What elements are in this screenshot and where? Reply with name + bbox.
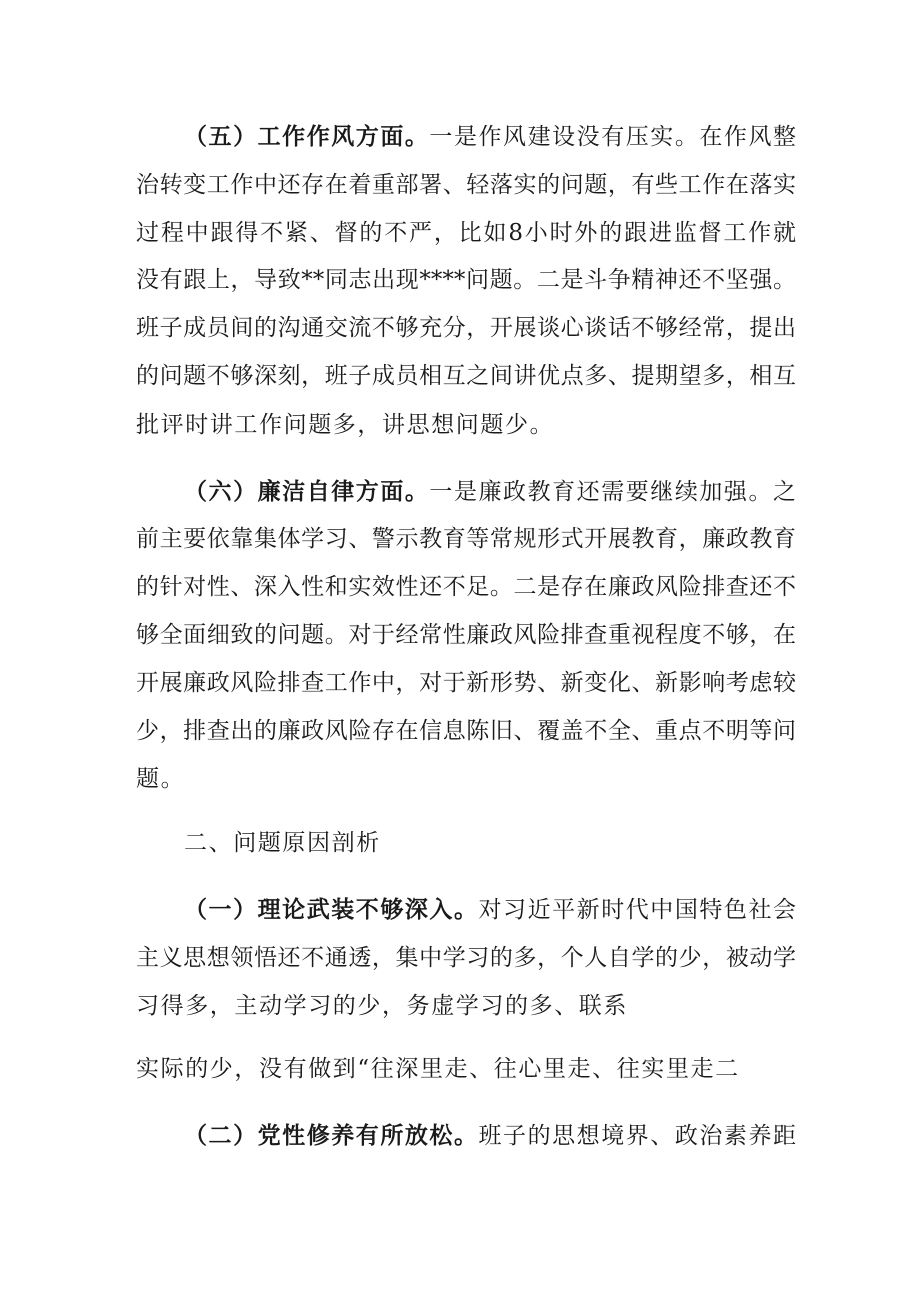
sub1-line-4: 实际的少，没有做到“往深里走、往心里走、往实里走二	[136, 1056, 740, 1082]
sub1-line-1: （一）理论武装不够深入。对习近平新时代中国特色社会	[184, 896, 797, 923]
sec5-line-7: 批评时讲工作问题多，讲思想问题少。	[136, 412, 555, 438]
sec6-line-5: 开展廉政风险排查工作中，对于新形势、新变化、新影响考虑较	[136, 670, 796, 696]
sec6-line-6: 少，排查出的廉政风险存在信息陈旧、覆盖不全、重点不明等问	[136, 718, 796, 744]
sec6-line-3: 的针对性、深入性和实效性还不足。二是存在廉政风险排查还不	[136, 574, 796, 600]
sub2-line-1: （二）党性修养有所放松。班子的思想境界、政治素养距	[184, 1122, 797, 1149]
sec6-line-4: 够全面细致的问题。对于经常性廉政风险排查重视程度不够，在	[136, 622, 796, 648]
sec5-line-5: 班子成员间的沟通交流不够充分，开展谈心谈话不够经常，提出	[136, 315, 796, 341]
sub1-heading: （一）理论武装不够深入。	[184, 896, 479, 923]
sub1-line-3: 习得多，主动学习的少，务虚学习的多、联系	[136, 993, 628, 1019]
sec5-line-4: 没有跟上，导致**同志出现****问题。二是斗争精神还不坚强。	[136, 267, 796, 293]
sec6-line-7: 题。	[136, 766, 186, 792]
sec6-heading: （六）廉洁自律方面。	[184, 478, 430, 505]
sub1-line-2: 主义思想领悟还不通透，集中学习的多，个人自学的少，被动学	[136, 945, 796, 971]
sec5-line-6: 的问题不够深刻，班子成员相互之间讲优点多、提期望多，相互	[136, 363, 796, 389]
sec5-line-2: 治转变工作中还存在着重部署、轻落实的问题，有些工作在落实	[136, 172, 796, 198]
sec5-line-1: （五）工作作风方面。一是作风建设没有压实。在作风整	[184, 123, 797, 150]
sec6-line-2: 前主要依靠集体学习、警示教育等常规形式开展教育，廉政教育	[136, 526, 796, 552]
sec5-line-3: 过程中跟得不紧、督的不严，比如8小时外的跟进监督工作就	[136, 220, 796, 246]
sub2-heading: （二）党性修养有所放松。	[184, 1122, 479, 1149]
part2-title: 二、问题原因剖析	[184, 830, 381, 856]
sec5-heading: （五）工作作风方面。	[184, 123, 430, 150]
sec6-line-1: （六）廉洁自律方面。一是廉政教育还需要继续加强。之	[184, 478, 797, 505]
